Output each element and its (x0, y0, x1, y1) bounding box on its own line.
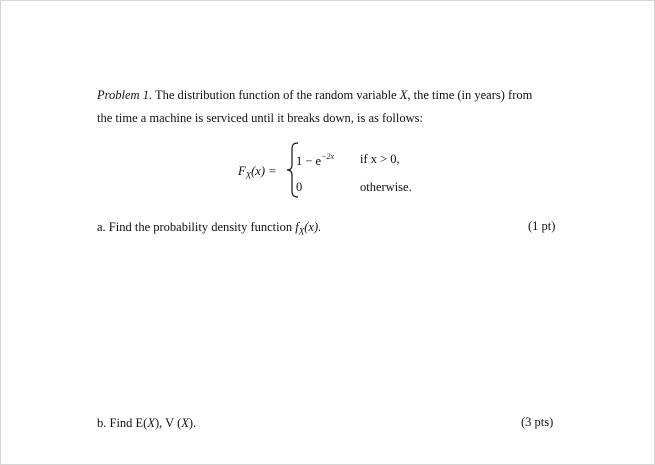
problem-text-1-end: , the time (in years) from (407, 88, 533, 102)
part-b-text: b. Find E( (97, 416, 148, 430)
problem-heading: Problem 1. (97, 88, 153, 102)
case-1-exponent: −2x (321, 152, 335, 161)
case-2-condition: otherwise. (360, 180, 412, 194)
formula-lhs (238, 164, 277, 181)
formula-F-subscript: X (245, 170, 252, 181)
case-2-expression: 0 (296, 180, 303, 194)
part-b-end: ). (188, 416, 197, 430)
formula-arg: (x) = (251, 164, 277, 178)
part-a-func: f (295, 220, 299, 234)
part-b-x1: X (147, 416, 155, 430)
var-x: X (399, 88, 408, 102)
part-b-x2: X (181, 416, 189, 430)
part-a-points: (1 pt) (528, 219, 556, 233)
part-b-mid: ), V ( (155, 416, 182, 430)
case-1-condition: if x > 0, (360, 152, 400, 166)
problem-text-1: The distribution function of the random variable (155, 88, 397, 102)
part-a-question (97, 219, 321, 240)
part-b-points: (3 pts) (521, 415, 554, 429)
case-1-expression (296, 152, 334, 169)
formula-F: F (238, 164, 246, 178)
problem-statement-line-1 (97, 87, 557, 103)
part-a-func-sub: X (298, 226, 305, 237)
part-a-func-arg: (x). (304, 220, 322, 234)
part-a-text: a. Find the probability density function (97, 220, 293, 234)
part-b-question (97, 415, 196, 431)
case-1-base: 1 − e (296, 154, 322, 168)
problem-statement-line-2: the time a machine is serviced until it breaks down, is as follows: (97, 111, 423, 125)
